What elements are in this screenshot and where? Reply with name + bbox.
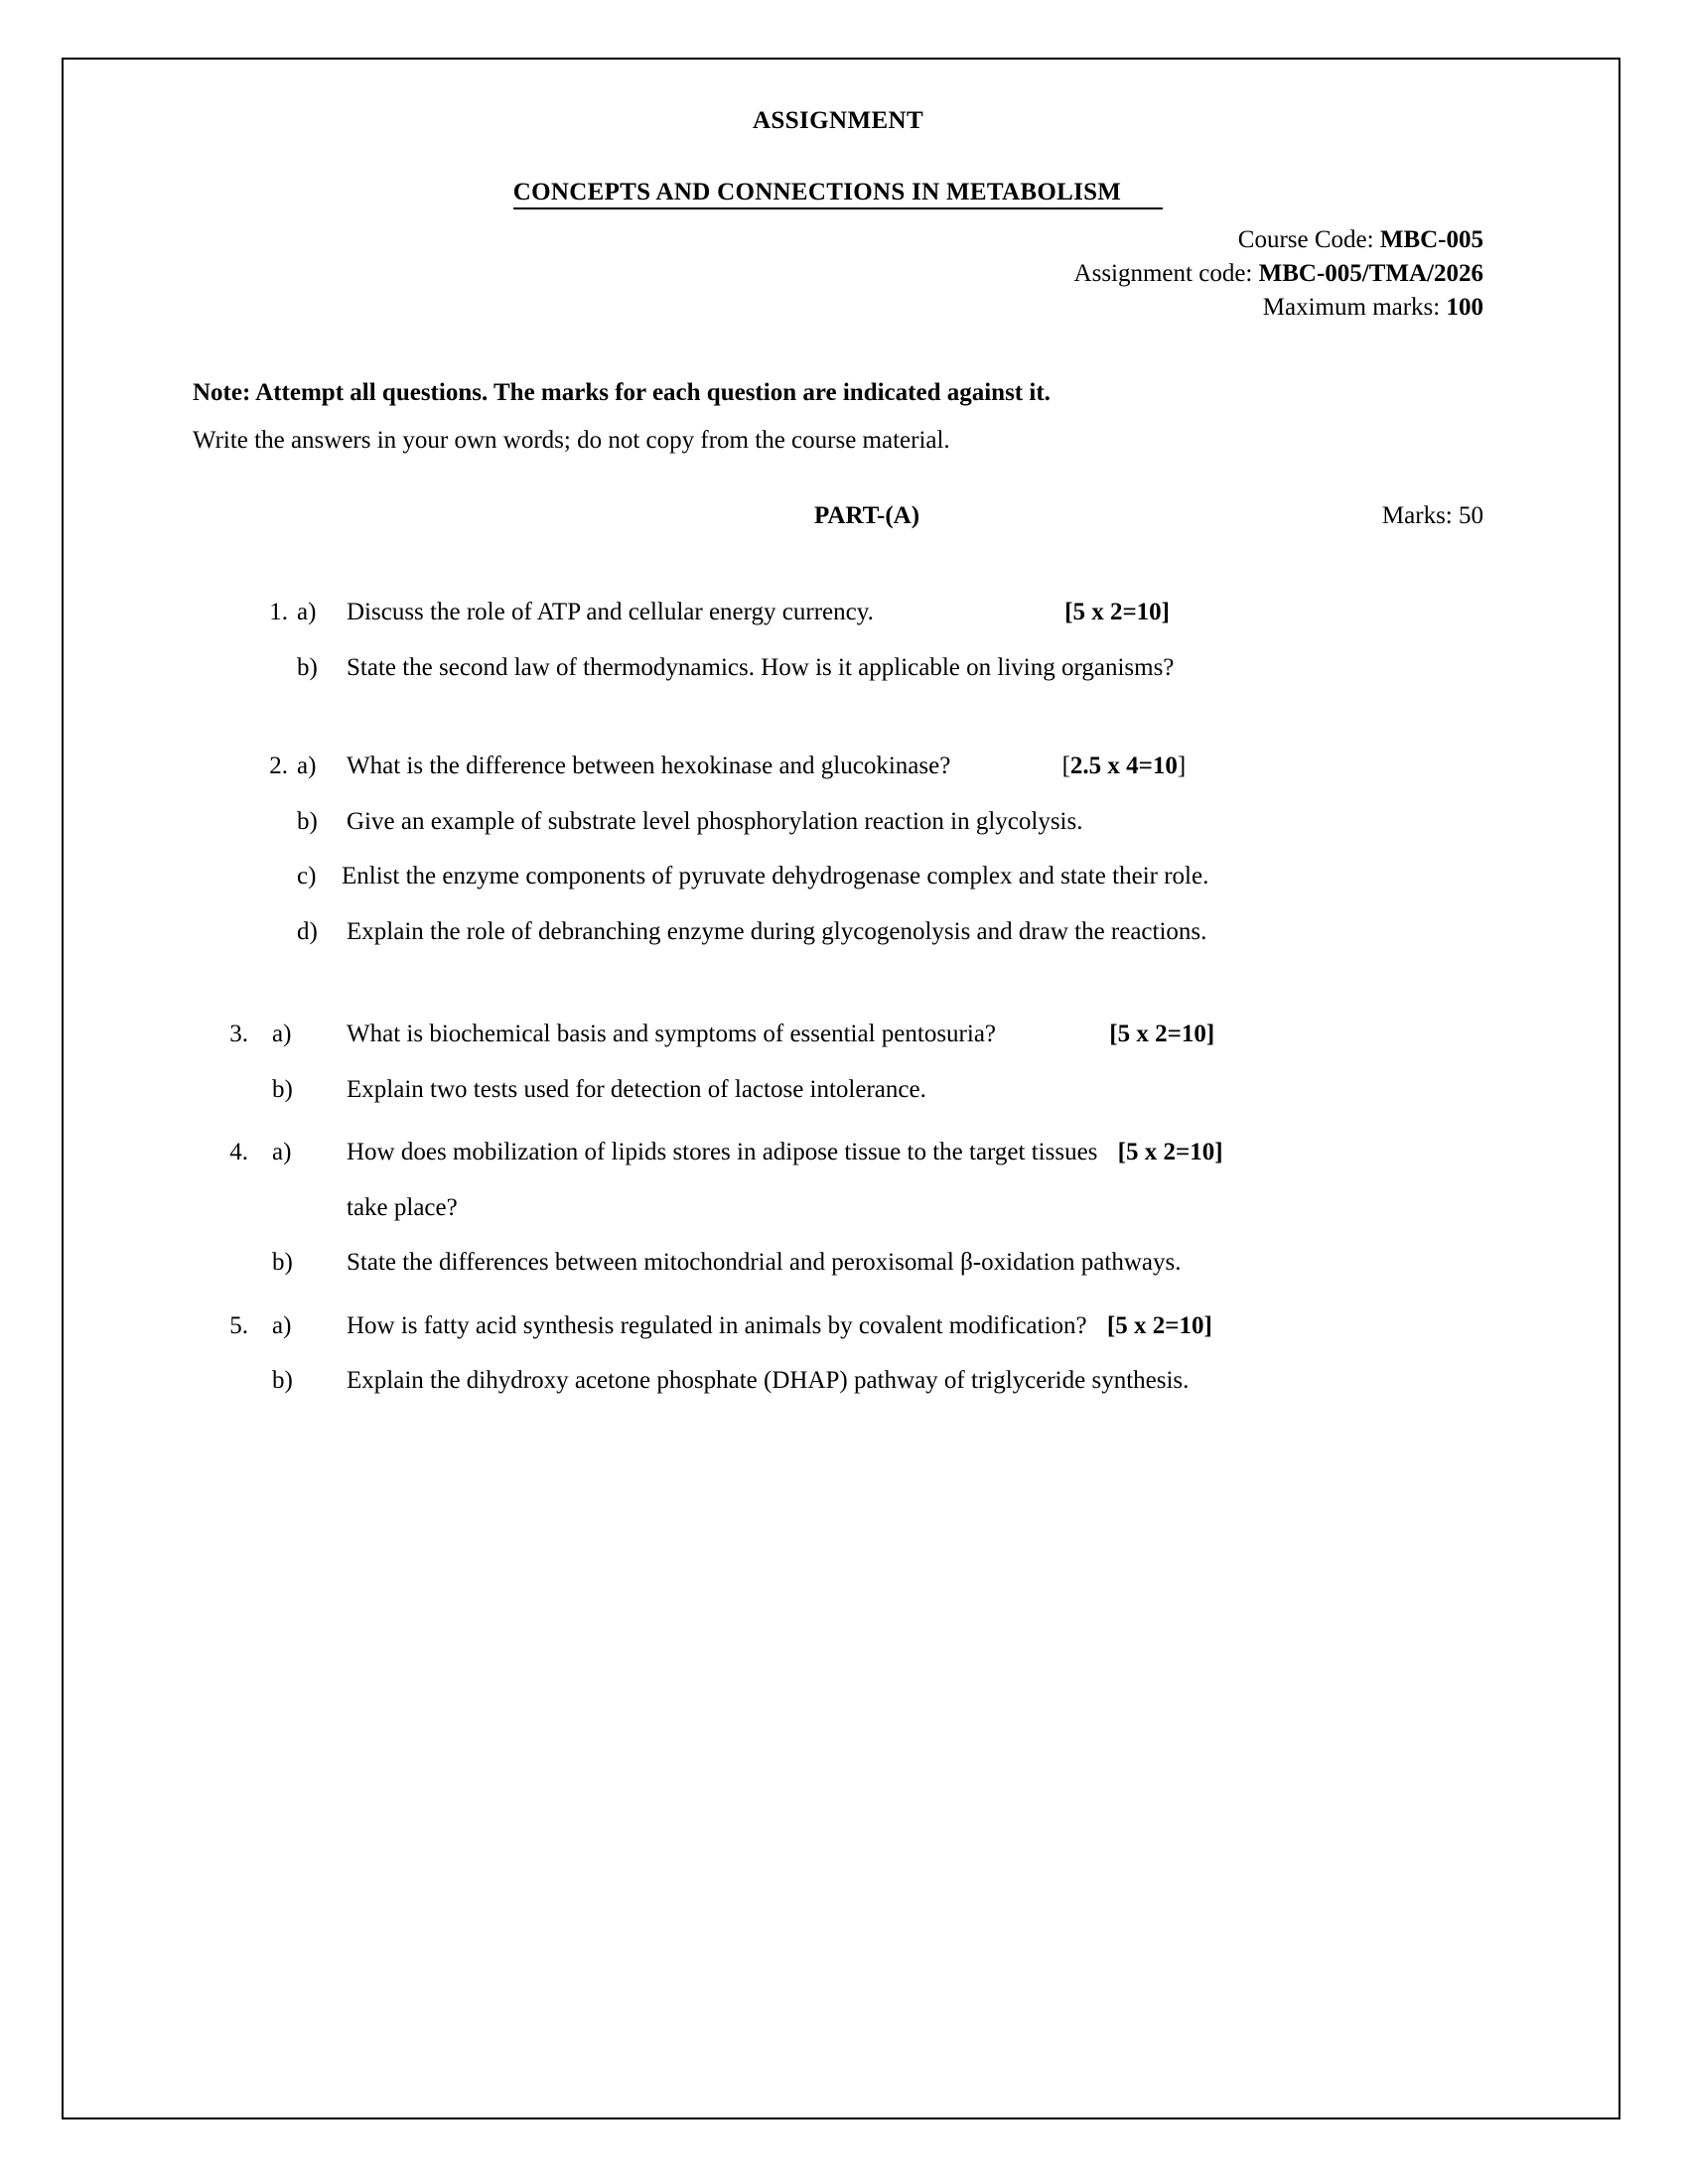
question-number: 4. bbox=[229, 1139, 248, 1165]
question-item bbox=[193, 913, 1483, 951]
question-alpha: b) bbox=[297, 807, 318, 835]
question-item bbox=[193, 858, 1483, 895]
question-text: Explain two tests used for detection of lactose intolerance. bbox=[347, 1075, 926, 1103]
question-block-3 bbox=[193, 1016, 1483, 1108]
question-block-4 bbox=[193, 1134, 1483, 1282]
question-item bbox=[193, 1134, 1483, 1171]
question-text bbox=[193, 1134, 1483, 1171]
part-label: PART-(A) bbox=[813, 502, 920, 529]
question-text bbox=[193, 748, 1483, 785]
question-body: How is fatty acid synthesis regulated in animals by covalent modification? bbox=[347, 1311, 1087, 1339]
question-text bbox=[193, 1016, 1483, 1053]
question-alpha: b) bbox=[297, 653, 318, 681]
maximum-marks-value: 100 bbox=[1446, 294, 1483, 321]
question-alpha: b) bbox=[272, 1249, 293, 1276]
course-subtitle: CONCEPTS AND CONNECTIONS IN METABOLISM bbox=[513, 179, 1163, 209]
question-body: What is biochemical basis and symptoms of essential pentosuria? bbox=[347, 1021, 997, 1047]
question-text bbox=[193, 1307, 1483, 1345]
question-item bbox=[193, 748, 1483, 785]
question-body: How does mobilization of lipids stores in adipose tissue to the target tissues bbox=[347, 1139, 1098, 1165]
course-code-label: Course Code: bbox=[1237, 226, 1380, 253]
course-code-value: MBC-005 bbox=[1379, 226, 1483, 253]
question-number: 1. bbox=[269, 599, 288, 625]
question-body: What is the difference between hexokinase and glucokinase? bbox=[347, 752, 951, 779]
document-meta bbox=[193, 223, 1483, 325]
note-subtext: Write the answers in your own words; do not copy from the course material. bbox=[193, 427, 950, 454]
question-item bbox=[193, 1071, 1483, 1109]
assignment-code-label: Assignment code: bbox=[1073, 260, 1259, 287]
question-text: Explain the dihydroxy acetone phosphate (DHAP) pathway of triglyceride synthesis. bbox=[347, 1367, 1190, 1394]
question-number: 5. bbox=[229, 1311, 248, 1339]
document-body bbox=[193, 107, 1483, 1418]
question-item bbox=[193, 1362, 1483, 1400]
question-item bbox=[193, 1244, 1483, 1282]
maximum-marks-line bbox=[193, 291, 1483, 325]
maximum-marks-label: Maximum marks: bbox=[1262, 294, 1447, 321]
question-number: 3. bbox=[229, 1021, 248, 1047]
question-item bbox=[193, 803, 1483, 841]
question-continuation: take place? bbox=[347, 1193, 458, 1221]
question-text bbox=[193, 594, 1483, 631]
question-text: Enlist the enzyme components of pyruvate dehydrogenase complex and state their role. bbox=[342, 863, 1209, 889]
course-code-line bbox=[193, 223, 1483, 257]
question-text: Give an example of substrate level phosphorylation reaction in glycolysis. bbox=[347, 807, 1083, 835]
question-marks: [5 x 2=10] bbox=[1064, 599, 1171, 625]
question-item bbox=[193, 594, 1483, 631]
document-page bbox=[62, 58, 1620, 2119]
question-item bbox=[193, 1016, 1483, 1053]
question-number: 2. bbox=[269, 752, 288, 779]
question-block-2 bbox=[193, 748, 1483, 950]
part-header bbox=[193, 502, 1483, 536]
part-marks: Marks: 50 bbox=[1381, 502, 1483, 529]
question-alpha: a) bbox=[297, 599, 317, 625]
question-alpha: b) bbox=[272, 1075, 293, 1103]
question-text: Explain the role of debranching enzyme during glycogenolysis and draw the reactions. bbox=[347, 917, 1207, 945]
question-alpha: c) bbox=[297, 863, 317, 889]
note-text: Note: Attempt all questions. The marks for each question are indicated against it. bbox=[193, 379, 1051, 406]
question-alpha: a) bbox=[272, 1021, 292, 1047]
question-item bbox=[193, 1307, 1483, 1345]
question-marks: [5 x 2=10] bbox=[1117, 1139, 1223, 1165]
question-body: Discuss the role of ATP and cellular energy currency. bbox=[347, 599, 874, 625]
question-alpha: a) bbox=[297, 752, 317, 779]
question-block-1 bbox=[193, 594, 1483, 686]
question-marks: [5 x 2=10] bbox=[1106, 1311, 1212, 1339]
question-marks: [5 x 2=10] bbox=[1109, 1021, 1215, 1047]
question-alpha: a) bbox=[272, 1311, 292, 1339]
question-alpha: d) bbox=[297, 917, 318, 945]
subtitle-wrapper bbox=[193, 179, 1483, 209]
question-alpha: a) bbox=[272, 1139, 292, 1165]
question-block-5 bbox=[193, 1307, 1483, 1400]
question-text: State the differences between mitochondrial and peroxisomal β-oxidation pathways. bbox=[347, 1249, 1182, 1276]
assignment-code-line bbox=[193, 257, 1483, 291]
assignment-code-value: MBC-005/TMA/2026 bbox=[1258, 260, 1483, 287]
question-marks: [2.5 x 4=10] bbox=[1061, 752, 1187, 779]
question-item bbox=[193, 649, 1483, 687]
question-text: State the second law of thermodynamics. How is it applicable on living organisms? bbox=[347, 653, 1175, 681]
page-title: ASSIGNMENT bbox=[752, 107, 924, 134]
question-alpha: b) bbox=[272, 1367, 293, 1394]
